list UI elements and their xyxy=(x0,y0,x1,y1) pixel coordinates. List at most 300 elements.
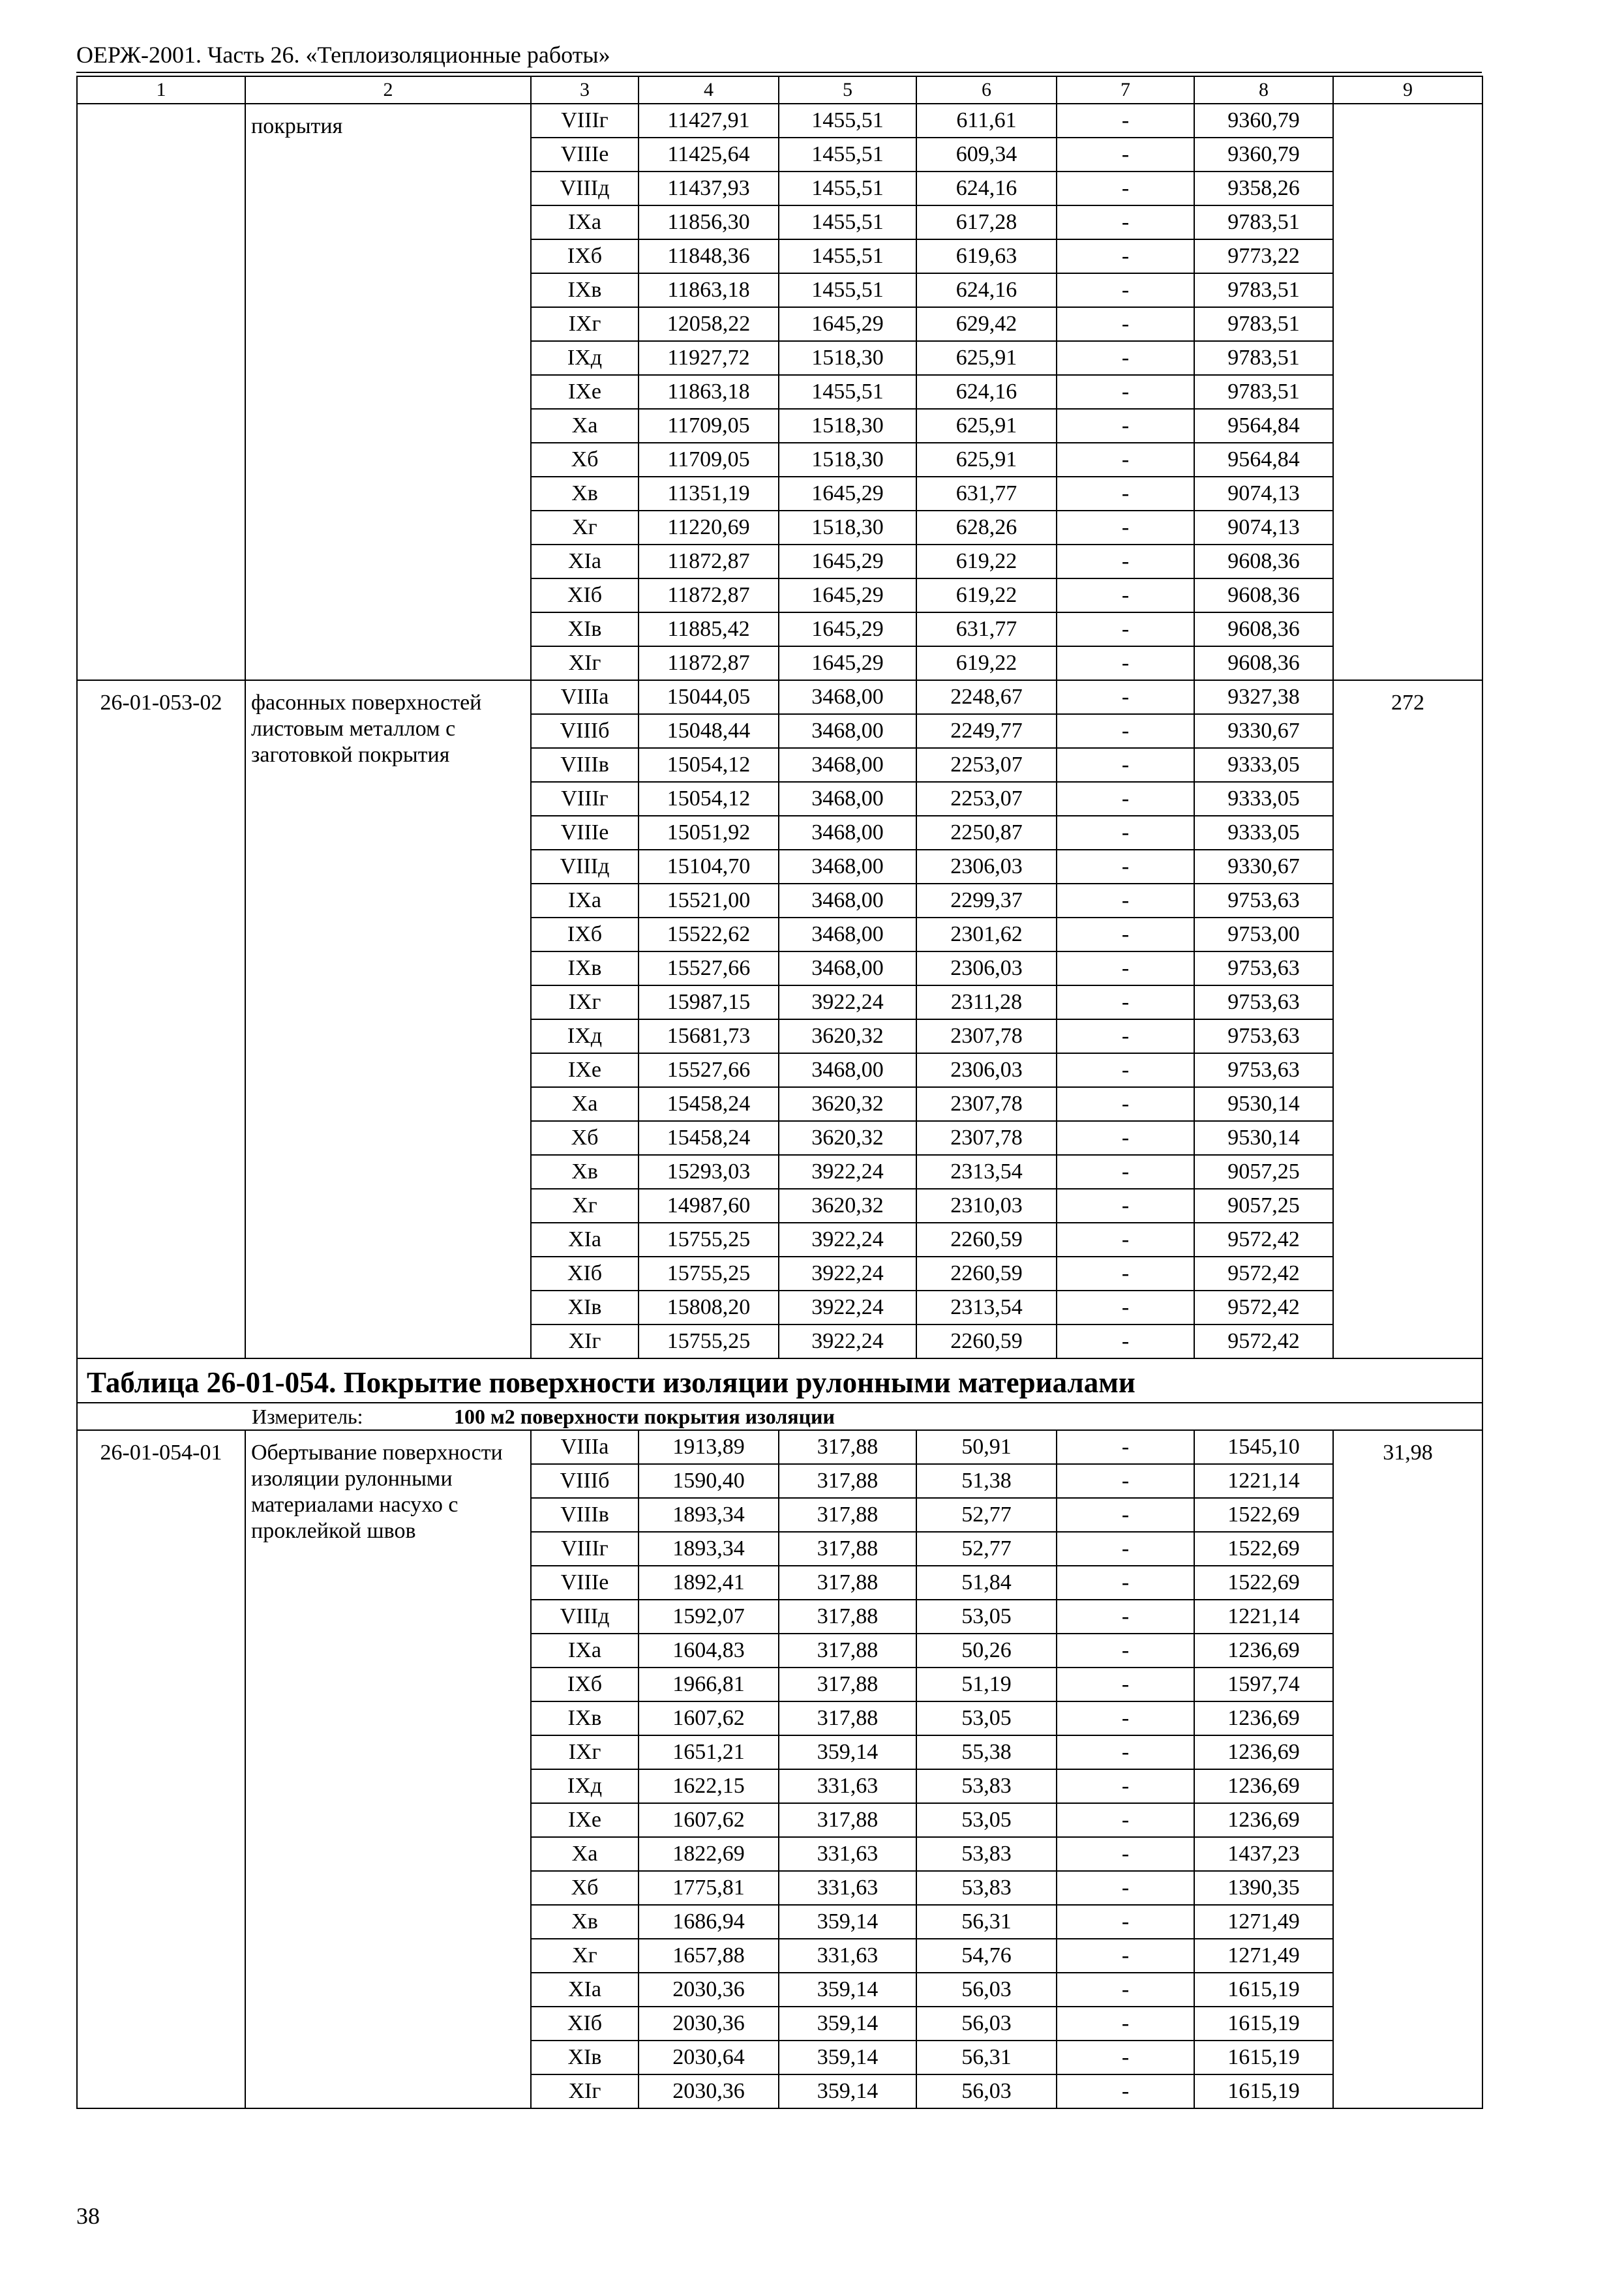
table-cell: 9333,05 xyxy=(1194,782,1333,816)
table-cell: 317,88 xyxy=(779,1430,916,1464)
table-cell: - xyxy=(1057,511,1194,545)
table-cell: - xyxy=(1057,1735,1194,1769)
table-cell: 317,88 xyxy=(779,1532,916,1566)
table-cell: 9753,63 xyxy=(1194,1053,1333,1087)
table-cell: - xyxy=(1057,1223,1194,1257)
table-cell: 53,05 xyxy=(916,1600,1057,1634)
table-cell: 9572,42 xyxy=(1194,1324,1333,1358)
table-cell: 14987,60 xyxy=(639,1189,779,1223)
column-number: 8 xyxy=(1194,76,1333,104)
table-cell: 15293,03 xyxy=(639,1155,779,1189)
table-cell: 3468,00 xyxy=(779,951,916,985)
table-cell: IXб xyxy=(531,239,639,273)
table-row xyxy=(77,1430,1482,1464)
table-cell: 2311,28 xyxy=(916,985,1057,1019)
rate-code: 26-01-054-01 xyxy=(77,1430,245,2108)
table-cell: 2030,64 xyxy=(639,2041,779,2074)
table-cell: XIб xyxy=(531,1257,639,1291)
table-cell: IXа xyxy=(531,1634,639,1668)
table-cell: VIIIе xyxy=(531,816,639,850)
column-number: 9 xyxy=(1333,76,1482,104)
table-cell: 331,63 xyxy=(779,1837,916,1871)
table-cell: 15104,70 xyxy=(639,850,779,884)
table-cell: 1590,40 xyxy=(639,1464,779,1498)
table-cell: IXв xyxy=(531,273,639,307)
table-cell: 2249,77 xyxy=(916,714,1057,748)
table-cell: 3922,24 xyxy=(779,1291,916,1324)
table-cell: 2306,03 xyxy=(916,1053,1057,1087)
table-cell: - xyxy=(1057,1871,1194,1905)
table-cell: VIIIа xyxy=(531,680,639,714)
table-cell: 1645,29 xyxy=(779,545,916,578)
table-cell: - xyxy=(1057,1905,1194,1939)
table-cell: 15755,25 xyxy=(639,1257,779,1291)
table-cell: 1645,29 xyxy=(779,646,916,680)
table-cell: 3468,00 xyxy=(779,1053,916,1087)
table-cell: 317,88 xyxy=(779,1668,916,1701)
table-cell: 1390,35 xyxy=(1194,1871,1333,1905)
table-cell: XIб xyxy=(531,2007,639,2041)
table-cell: 2030,36 xyxy=(639,2074,779,2108)
table-cell: - xyxy=(1057,1498,1194,1532)
table-cell: - xyxy=(1057,918,1194,951)
table-cell: 1271,49 xyxy=(1194,1905,1333,1939)
measure-label: Измеритель: xyxy=(252,1405,363,1428)
table-cell: 1455,51 xyxy=(779,239,916,273)
table-cell: 11427,91 xyxy=(639,104,779,138)
table-cell: IXе xyxy=(531,375,639,409)
table-cell: - xyxy=(1057,341,1194,375)
table-cell: - xyxy=(1057,612,1194,646)
table-cell: 51,84 xyxy=(916,1566,1057,1600)
table-cell: 11709,05 xyxy=(639,409,779,443)
table-cell: - xyxy=(1057,1430,1194,1464)
table-cell: 625,91 xyxy=(916,341,1057,375)
table-cell: Xв xyxy=(531,477,639,511)
table-cell: 317,88 xyxy=(779,1498,916,1532)
table-cell: 317,88 xyxy=(779,1634,916,1668)
table-cell: 1455,51 xyxy=(779,205,916,239)
table-cell: 3468,00 xyxy=(779,714,916,748)
table-cell: 3922,24 xyxy=(779,1257,916,1291)
table-cell: 1518,30 xyxy=(779,409,916,443)
table-cell: 1607,62 xyxy=(639,1803,779,1837)
table-cell: VIIIе xyxy=(531,1566,639,1600)
table-cell: 3620,32 xyxy=(779,1087,916,1121)
table-cell: 1657,88 xyxy=(639,1939,779,1973)
table-cell: 317,88 xyxy=(779,1803,916,1837)
table-cell: 15458,24 xyxy=(639,1121,779,1155)
table-cell: - xyxy=(1057,714,1194,748)
table-cell: 11709,05 xyxy=(639,443,779,477)
col9-value xyxy=(1333,104,1482,680)
table-cell: VIIIг xyxy=(531,782,639,816)
table-cell: 15755,25 xyxy=(639,1324,779,1358)
table-cell: 1775,81 xyxy=(639,1871,779,1905)
table-cell: 1236,69 xyxy=(1194,1634,1333,1668)
table-cell: 53,05 xyxy=(916,1701,1057,1735)
table-cell: 9608,36 xyxy=(1194,578,1333,612)
table-cell: VIIIг xyxy=(531,1532,639,1566)
table-cell: 2030,36 xyxy=(639,1973,779,2007)
table-cell: 51,38 xyxy=(916,1464,1057,1498)
table-cell: 15522,62 xyxy=(639,918,779,951)
table-cell: XIв xyxy=(531,1291,639,1324)
table-cell: 56,03 xyxy=(916,2074,1057,2108)
table-cell: 9783,51 xyxy=(1194,341,1333,375)
table-cell: - xyxy=(1057,2041,1194,2074)
table-cell: VIIIе xyxy=(531,138,639,172)
table-cell: 2253,07 xyxy=(916,782,1057,816)
table-cell: - xyxy=(1057,443,1194,477)
table-cell: Xб xyxy=(531,1871,639,1905)
table-cell: XIа xyxy=(531,1973,639,2007)
table-cell: - xyxy=(1057,884,1194,918)
table-cell: 53,83 xyxy=(916,1871,1057,1905)
table-cell: 9057,25 xyxy=(1194,1189,1333,1223)
table-cell: 11848,36 xyxy=(639,239,779,273)
table-cell: 50,26 xyxy=(916,1634,1057,1668)
rate-code: 26-01-053-02 xyxy=(77,680,245,1358)
table-cell: 2307,78 xyxy=(916,1019,1057,1053)
table-cell: 11863,18 xyxy=(639,273,779,307)
table-cell: Xа xyxy=(531,1837,639,1871)
table-cell: 359,14 xyxy=(779,2007,916,2041)
table-cell: 625,91 xyxy=(916,443,1057,477)
table-cell: IXб xyxy=(531,918,639,951)
table-cell: XIб xyxy=(531,578,639,612)
table-cell: - xyxy=(1057,1257,1194,1291)
table-cell: Xа xyxy=(531,409,639,443)
table-cell: 15048,44 xyxy=(639,714,779,748)
table-cell: 1221,14 xyxy=(1194,1600,1333,1634)
table-cell: Xг xyxy=(531,1939,639,1973)
table-cell: 359,14 xyxy=(779,2041,916,2074)
table-cell: - xyxy=(1057,1019,1194,1053)
table-cell: - xyxy=(1057,1053,1194,1087)
table-cell: 1622,15 xyxy=(639,1769,779,1803)
table-cell: - xyxy=(1057,850,1194,884)
table-cell: 624,16 xyxy=(916,273,1057,307)
table-cell: - xyxy=(1057,782,1194,816)
table-cell: 317,88 xyxy=(779,1701,916,1735)
table-cell: 11863,18 xyxy=(639,375,779,409)
work-description: фасонных поверхностей листовым металлом с заготовкой покрытия xyxy=(245,680,531,1358)
table-cell: - xyxy=(1057,239,1194,273)
table-cell: IXб xyxy=(531,1668,639,1701)
table-cell: 1913,89 xyxy=(639,1430,779,1464)
table-cell: 15458,24 xyxy=(639,1087,779,1121)
col9-value: 31,98 xyxy=(1333,1430,1482,2108)
table-cell: 11872,87 xyxy=(639,578,779,612)
table-cell: - xyxy=(1057,138,1194,172)
table-cell: VIIIб xyxy=(531,1464,639,1498)
table-cell: IXг xyxy=(531,985,639,1019)
table-cell: 1522,69 xyxy=(1194,1566,1333,1600)
table-cell: 611,61 xyxy=(916,104,1057,138)
table-cell: 3922,24 xyxy=(779,1155,916,1189)
table-cell: Xг xyxy=(531,511,639,545)
table-cell: 12058,22 xyxy=(639,307,779,341)
table-cell: 9773,22 xyxy=(1194,239,1333,273)
table-cell: 2248,67 xyxy=(916,680,1057,714)
table-cell: 2310,03 xyxy=(916,1189,1057,1223)
table-cell: 619,22 xyxy=(916,578,1057,612)
table-cell: XIа xyxy=(531,545,639,578)
table-cell: - xyxy=(1057,1803,1194,1837)
table-cell: 3922,24 xyxy=(779,985,916,1019)
table-cell: - xyxy=(1057,1939,1194,1973)
table-cell: 609,34 xyxy=(916,138,1057,172)
table-cell: 1271,49 xyxy=(1194,1939,1333,1973)
table-cell: 1651,21 xyxy=(639,1735,779,1769)
table-cell: - xyxy=(1057,1532,1194,1566)
table-cell: 9330,67 xyxy=(1194,714,1333,748)
table-cell: 11425,64 xyxy=(639,138,779,172)
table-cell: - xyxy=(1057,1291,1194,1324)
table-cell: 9572,42 xyxy=(1194,1223,1333,1257)
table-cell: - xyxy=(1057,646,1194,680)
table-cell: 2313,54 xyxy=(916,1291,1057,1324)
table-cell: 1522,69 xyxy=(1194,1532,1333,1566)
table-cell: 15044,05 xyxy=(639,680,779,714)
table-cell: 1615,19 xyxy=(1194,2007,1333,2041)
table-cell: 1615,19 xyxy=(1194,2041,1333,2074)
table-cell: 1893,34 xyxy=(639,1532,779,1566)
table-cell: 1545,10 xyxy=(1194,1430,1333,1464)
table-cell: 53,83 xyxy=(916,1837,1057,1871)
table-cell: 9530,14 xyxy=(1194,1121,1333,1155)
table-cell: VIIIб xyxy=(531,714,639,748)
table-cell: 1893,34 xyxy=(639,1498,779,1532)
table-cell: 1686,94 xyxy=(639,1905,779,1939)
table-cell: 15755,25 xyxy=(639,1223,779,1257)
table-cell: 617,28 xyxy=(916,205,1057,239)
table-cell: 2253,07 xyxy=(916,748,1057,782)
table-cell: - xyxy=(1057,104,1194,138)
table-cell: 1455,51 xyxy=(779,375,916,409)
table-cell: 9333,05 xyxy=(1194,816,1333,850)
table-cell: 51,19 xyxy=(916,1668,1057,1701)
table-cell: 2306,03 xyxy=(916,951,1057,985)
table-cell: 1437,23 xyxy=(1194,1837,1333,1871)
table-cell: 619,22 xyxy=(916,545,1057,578)
table-cell: 3468,00 xyxy=(779,884,916,918)
table-cell: - xyxy=(1057,951,1194,985)
work-description: покрытия xyxy=(245,104,531,680)
table-cell: 359,14 xyxy=(779,1735,916,1769)
table-title: Таблица 26-01-054. Покрытие поверхности изоляции рулонными материалами xyxy=(77,1358,1482,1403)
table-cell: 1236,69 xyxy=(1194,1803,1333,1837)
table-cell: - xyxy=(1057,307,1194,341)
table-cell: - xyxy=(1057,578,1194,612)
table-cell: 1822,69 xyxy=(639,1837,779,1871)
table-cell: 317,88 xyxy=(779,1600,916,1634)
work-description: Обертывание поверхности изоляции рулонными материалами насухо с проклейкой швов xyxy=(245,1430,531,2108)
column-number: 7 xyxy=(1057,76,1194,104)
table-cell: 2260,59 xyxy=(916,1324,1057,1358)
column-number: 4 xyxy=(639,76,779,104)
table-cell: 3468,00 xyxy=(779,680,916,714)
table-cell: 9333,05 xyxy=(1194,748,1333,782)
table-cell: 56,31 xyxy=(916,2041,1057,2074)
table-cell: 9783,51 xyxy=(1194,273,1333,307)
table-cell: 9360,79 xyxy=(1194,138,1333,172)
table-cell: - xyxy=(1057,1324,1194,1358)
table-cell: 3620,32 xyxy=(779,1019,916,1053)
table-cell: 631,77 xyxy=(916,477,1057,511)
table-cell: 1455,51 xyxy=(779,172,916,205)
table-cell: Xб xyxy=(531,1121,639,1155)
table-cell: 53,05 xyxy=(916,1803,1057,1837)
table-cell: IXв xyxy=(531,951,639,985)
table-cell: 9572,42 xyxy=(1194,1291,1333,1324)
table-cell: 15527,66 xyxy=(639,1053,779,1087)
measure-cell xyxy=(77,1403,1482,1430)
table-cell: 56,31 xyxy=(916,1905,1057,1939)
table-cell: 2030,36 xyxy=(639,2007,779,2041)
table-cell: 624,16 xyxy=(916,375,1057,409)
table-cell: - xyxy=(1057,1634,1194,1668)
table-cell: - xyxy=(1057,1121,1194,1155)
table-cell: 3922,24 xyxy=(779,1324,916,1358)
table-cell: - xyxy=(1057,1701,1194,1735)
table-cell: 331,63 xyxy=(779,1769,916,1803)
table-cell: 56,03 xyxy=(916,1973,1057,2007)
table-cell: 9330,67 xyxy=(1194,850,1333,884)
table-cell: 2250,87 xyxy=(916,816,1057,850)
table-cell: 1455,51 xyxy=(779,273,916,307)
table-cell: 1518,30 xyxy=(779,443,916,477)
table-cell: 11927,72 xyxy=(639,341,779,375)
table-cell: - xyxy=(1057,1769,1194,1803)
table-cell: 1604,83 xyxy=(639,1634,779,1668)
table-cell: 3468,00 xyxy=(779,782,916,816)
table-cell: 9564,84 xyxy=(1194,443,1333,477)
table-cell: IXд xyxy=(531,1769,639,1803)
table-cell: 11885,42 xyxy=(639,612,779,646)
table-cell: 11856,30 xyxy=(639,205,779,239)
table-cell: 3468,00 xyxy=(779,748,916,782)
table-cell: 359,14 xyxy=(779,1905,916,1939)
table-cell: 15681,73 xyxy=(639,1019,779,1053)
table-cell: VIIIв xyxy=(531,748,639,782)
column-number-row xyxy=(77,76,1482,104)
table-row xyxy=(77,104,1482,138)
table-cell: 11872,87 xyxy=(639,646,779,680)
table-cell: 625,91 xyxy=(916,409,1057,443)
table-cell: VIIIд xyxy=(531,1600,639,1634)
table-cell: 331,63 xyxy=(779,1939,916,1973)
table-cell: 9608,36 xyxy=(1194,612,1333,646)
table-cell: VIIIа xyxy=(531,1430,639,1464)
table-cell: 1645,29 xyxy=(779,612,916,646)
table-cell: 1645,29 xyxy=(779,307,916,341)
table-cell: 9360,79 xyxy=(1194,104,1333,138)
table-cell: 11437,93 xyxy=(639,172,779,205)
table-cell: 1518,30 xyxy=(779,511,916,545)
table-cell: 9327,38 xyxy=(1194,680,1333,714)
table-cell: 1607,62 xyxy=(639,1701,779,1735)
table-cell: - xyxy=(1057,1566,1194,1600)
table-cell: XIв xyxy=(531,612,639,646)
table-cell: 9530,14 xyxy=(1194,1087,1333,1121)
table-cell: XIг xyxy=(531,646,639,680)
table-cell: 1597,74 xyxy=(1194,1668,1333,1701)
table-cell: Xб xyxy=(531,443,639,477)
table-cell: 55,38 xyxy=(916,1735,1057,1769)
table-cell: 9753,63 xyxy=(1194,951,1333,985)
table-cell: - xyxy=(1057,816,1194,850)
table-cell: 15521,00 xyxy=(639,884,779,918)
table-cell: - xyxy=(1057,1155,1194,1189)
table-cell: VIIIг xyxy=(531,104,639,138)
table-cell: XIг xyxy=(531,1324,639,1358)
table-cell: 9057,25 xyxy=(1194,1155,1333,1189)
table-cell: 15987,15 xyxy=(639,985,779,1019)
table-cell: 9753,00 xyxy=(1194,918,1333,951)
table-cell: 11872,87 xyxy=(639,545,779,578)
table-cell: IXд xyxy=(531,1019,639,1053)
table-cell: 1645,29 xyxy=(779,477,916,511)
table-cell: IXв xyxy=(531,1701,639,1735)
rate-code xyxy=(77,104,245,680)
table-cell: - xyxy=(1057,1837,1194,1871)
table-cell: 2307,78 xyxy=(916,1121,1057,1155)
table-cell: - xyxy=(1057,2074,1194,2108)
table-cell: 619,63 xyxy=(916,239,1057,273)
table-cell: 2299,37 xyxy=(916,884,1057,918)
table-cell: 9358,26 xyxy=(1194,172,1333,205)
table-cell: 331,63 xyxy=(779,1871,916,1905)
table-cell: 317,88 xyxy=(779,1464,916,1498)
table-cell: 1966,81 xyxy=(639,1668,779,1701)
table-cell: 628,26 xyxy=(916,511,1057,545)
table-cell: 11351,19 xyxy=(639,477,779,511)
table-cell: - xyxy=(1057,1087,1194,1121)
table-cell: XIа xyxy=(531,1223,639,1257)
table-cell: 9783,51 xyxy=(1194,205,1333,239)
table-cell: 359,14 xyxy=(779,2074,916,2108)
table-cell: 9074,13 xyxy=(1194,477,1333,511)
table-cell: - xyxy=(1057,1464,1194,1498)
table-cell: 631,77 xyxy=(916,612,1057,646)
table-cell: 11220,69 xyxy=(639,511,779,545)
table-cell: VIIIд xyxy=(531,172,639,205)
table-cell: Xа xyxy=(531,1087,639,1121)
table-cell: IXа xyxy=(531,205,639,239)
table-cell: - xyxy=(1057,1189,1194,1223)
table-cell: VIIIв xyxy=(531,1498,639,1532)
col9-value: 272 xyxy=(1333,680,1482,1358)
table-cell: 1522,69 xyxy=(1194,1498,1333,1532)
table-cell: 317,88 xyxy=(779,1566,916,1600)
table-cell: 53,83 xyxy=(916,1769,1057,1803)
table-cell: - xyxy=(1057,2007,1194,2041)
table-cell: 15808,20 xyxy=(639,1291,779,1324)
table-cell: 2260,59 xyxy=(916,1223,1057,1257)
table-cell: - xyxy=(1057,409,1194,443)
table-cell: 1455,51 xyxy=(779,104,916,138)
table-title-row xyxy=(77,1358,1482,1403)
table-cell: 1236,69 xyxy=(1194,1735,1333,1769)
table-cell: IXд xyxy=(531,341,639,375)
table-cell: 3468,00 xyxy=(779,816,916,850)
table-cell: 52,77 xyxy=(916,1532,1057,1566)
column-number: 6 xyxy=(916,76,1057,104)
table-cell: 2307,78 xyxy=(916,1087,1057,1121)
table-cell: IXа xyxy=(531,884,639,918)
